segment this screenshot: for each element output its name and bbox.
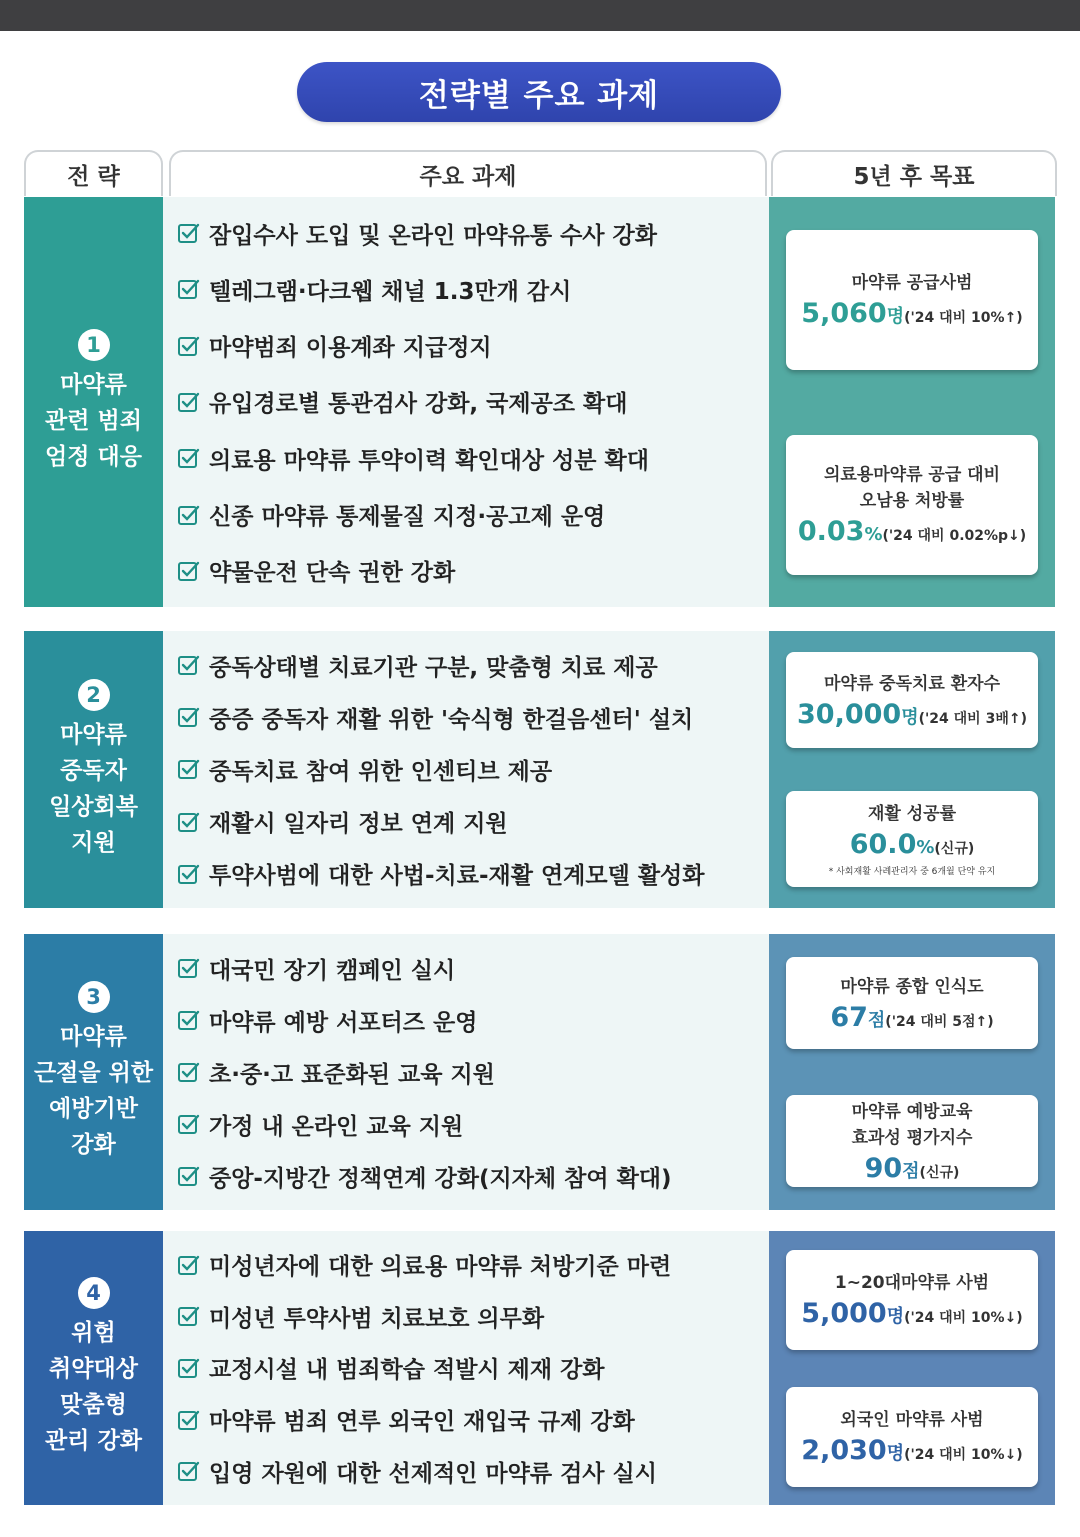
- goal-value: [830, 1002, 993, 1033]
- task-item: [163, 649, 767, 682]
- task-item: [163, 1455, 767, 1488]
- task-item: [163, 217, 767, 250]
- goal-label: 1~20대마약류 사범: [834, 1273, 990, 1293]
- checkbox-checked-icon: [177, 1459, 201, 1483]
- task-item: [163, 385, 767, 418]
- goal-value: [865, 1153, 960, 1184]
- checkbox-checked-icon: [177, 705, 201, 729]
- task-text: 입영 자원에 대한 선제적인 마약류 검사 실시: [209, 1460, 657, 1487]
- task-item: [163, 1108, 767, 1141]
- task-item: [163, 753, 767, 786]
- checkbox-checked-icon: [177, 1060, 201, 1084]
- strategy-label: [24, 1231, 163, 1505]
- goal-column: [769, 631, 1055, 908]
- goal-note: (신규): [934, 840, 975, 857]
- task-text: 약물운전 단속 권한 강화: [209, 560, 456, 587]
- checkbox-checked-icon: [177, 221, 201, 245]
- goal-card: [786, 791, 1038, 887]
- strategy-section: [24, 1231, 1055, 1505]
- checkbox-checked-icon: [177, 277, 201, 301]
- checkbox-checked-icon: [177, 1408, 201, 1432]
- task-text: 마약범죄 이용계좌 지급정지: [209, 335, 492, 362]
- goal-number: 30,000: [797, 698, 902, 730]
- task-item: [163, 701, 767, 734]
- task-text: 미성년 투약사범 치료보호 의무화: [209, 1305, 545, 1332]
- goal-unit: 명: [886, 1306, 905, 1327]
- task-text: 중앙-지방간 정책연계 강화(지자체 참여 확대): [209, 1165, 672, 1192]
- goal-unit: 점: [867, 1009, 886, 1031]
- task-list: [163, 631, 767, 908]
- goal-unit: %: [864, 524, 883, 545]
- goal-number: 5,060: [801, 298, 887, 329]
- goal-label: 마약류 중독치료 환자수: [823, 673, 1001, 694]
- checkbox-checked-icon: [177, 1253, 201, 1277]
- task-text: 마약류 예방 서포터즈 운영: [209, 1009, 478, 1036]
- checkbox-checked-icon: [177, 1356, 201, 1380]
- goal-number: 67: [830, 1001, 868, 1033]
- task-text: 교정시설 내 범죄학습 적발시 제재 강화: [209, 1357, 605, 1384]
- goal-unit: 명: [901, 706, 919, 728]
- goal-label: 재활 성공률: [867, 803, 957, 824]
- checkbox-checked-icon: [177, 757, 201, 781]
- strategy-label: [24, 631, 163, 908]
- strategy-label: [24, 934, 163, 1210]
- task-item: [163, 1056, 767, 1089]
- goal-note: (신규): [919, 1164, 960, 1181]
- checkbox-checked-icon: [177, 862, 201, 886]
- checkbox-checked-icon: [177, 390, 201, 414]
- checkbox-checked-icon: [177, 653, 201, 677]
- task-item: [163, 1403, 767, 1436]
- task-item: [163, 1351, 767, 1384]
- checkbox-checked-icon: [177, 559, 201, 583]
- goal-card: [786, 957, 1038, 1049]
- checkbox-checked-icon: [177, 503, 201, 527]
- goal-unit: %: [916, 836, 935, 858]
- goal-label: 마약류 공급사범: [851, 273, 973, 293]
- goal-value: [801, 298, 1022, 329]
- task-text: 대국민 장기 캠페인 실시: [209, 957, 456, 984]
- goal-note: ('24 대비 10%↓): [904, 1310, 1023, 1326]
- goal-value: [798, 516, 1026, 547]
- header-strategy: 전 략: [24, 150, 163, 196]
- goal-note: ('24 대비 0.02%p↓): [882, 528, 1027, 544]
- checkbox-checked-icon: [177, 956, 201, 980]
- page-title: 전략별 주요 과제: [297, 62, 781, 122]
- strategy-name: 마약류 근절을 위한 예방기반 강화: [33, 1024, 154, 1158]
- task-text: 재활시 일자리 정보 연계 지원: [209, 811, 508, 838]
- task-item: [163, 952, 767, 985]
- strategy-section: [24, 197, 1055, 607]
- strategy-label: [24, 197, 163, 607]
- task-item: [163, 498, 767, 531]
- strategy-number: 4: [78, 1277, 110, 1309]
- goal-number: 90: [864, 1152, 903, 1184]
- strategy-section: [24, 631, 1055, 908]
- goal-label: 마약류 예방교육 효과성 평가지수: [851, 1101, 973, 1148]
- goal-value: [801, 1435, 1022, 1466]
- task-item: [163, 273, 767, 306]
- goal-value: [801, 1298, 1022, 1329]
- goal-card: [786, 435, 1038, 575]
- status-bar: [0, 0, 1080, 31]
- goal-note: ('24 대비 10%↓): [904, 1447, 1023, 1463]
- goal-label: 의료용마약류 공급 대비 오남용 처방률: [823, 465, 1001, 511]
- goal-number: 2,030: [801, 1435, 887, 1466]
- task-item: [163, 1004, 767, 1037]
- strategy-number: 3: [78, 981, 110, 1013]
- goal-label: 마약류 종합 인식도: [840, 976, 984, 997]
- task-item: [163, 554, 767, 587]
- task-text: 중증 중독자 재활 위한 '숙식형 한걸음센터' 설치: [209, 706, 694, 733]
- goal-unit: 점: [902, 1160, 920, 1182]
- strategy-number: 2: [78, 679, 110, 711]
- goal-value: [797, 699, 1027, 730]
- task-item: [163, 805, 767, 838]
- goal-card: [786, 1387, 1038, 1487]
- goal-card: [786, 230, 1038, 370]
- task-list: [163, 197, 767, 607]
- task-item: [163, 1300, 767, 1333]
- goal-note: ('24 대비 10%↑): [904, 310, 1023, 326]
- goal-value: [850, 829, 975, 860]
- strategy-name: 마약류 중독자 일상회복 지원: [49, 721, 138, 856]
- goal-card: [786, 1250, 1038, 1350]
- strategy-name: 위험 취약대상 맞춤형 관리 강화: [45, 1320, 142, 1454]
- header-tasks: 주요 과제: [169, 150, 767, 196]
- strategy-section: [24, 934, 1055, 1210]
- goal-column: [769, 1231, 1055, 1505]
- task-item: [163, 442, 767, 475]
- task-list: [163, 1231, 767, 1505]
- task-item: [163, 857, 767, 890]
- goal-note: ('24 대비 3배↑): [918, 710, 1027, 727]
- task-text: 잠입수사 도입 및 온라인 마약유통 수사 강화: [209, 222, 657, 249]
- goal-footnote: * 사회재활 사례관리자 중 6개월 단약 유지: [828, 866, 996, 877]
- goal-number: 60.0: [849, 828, 917, 860]
- task-text: 투약사범에 대한 사법-치료-재활 연계모델 활성화: [209, 863, 705, 890]
- checkbox-checked-icon: [177, 1304, 201, 1328]
- task-text: 신종 마약류 통제물질 지정·공고제 운영: [209, 504, 606, 531]
- goal-number: 0.03: [797, 516, 865, 547]
- goal-card: [786, 652, 1038, 748]
- goal-label: 외국인 마약류 사범: [840, 1410, 984, 1430]
- task-text: 의료용 마약류 투약이력 확인대상 성분 확대: [209, 447, 649, 474]
- task-text: 유입경로별 통관검사 강화, 국제공조 확대: [209, 391, 628, 418]
- goal-column: [769, 197, 1055, 607]
- strategy-name: 마약류 관련 범죄 엄정 대응: [45, 372, 142, 470]
- checkbox-checked-icon: [177, 334, 201, 358]
- task-list: [163, 934, 767, 1210]
- goal-card: [786, 1095, 1038, 1187]
- checkbox-checked-icon: [177, 1008, 201, 1032]
- checkbox-checked-icon: [177, 810, 201, 834]
- task-item: [163, 329, 767, 362]
- goal-number: 5,000: [801, 1298, 887, 1329]
- task-text: 미성년자에 대한 의료용 마약류 처방기준 마련: [209, 1254, 672, 1281]
- strategy-number: 1: [78, 329, 110, 361]
- task-text: 가정 내 온라인 교육 지원: [209, 1113, 464, 1140]
- task-text: 중독치료 참여 위한 인센티브 제공: [209, 758, 553, 785]
- task-item: [163, 1160, 767, 1193]
- task-text: 중독상태별 치료기관 구분, 맞춤형 치료 제공: [209, 654, 658, 681]
- checkbox-checked-icon: [177, 446, 201, 470]
- checkbox-checked-icon: [177, 1112, 201, 1136]
- goal-unit: 명: [886, 1443, 905, 1464]
- header-goals: 5년 후 목표: [771, 150, 1057, 196]
- goal-unit: 명: [886, 306, 905, 327]
- task-text: 텔레그램·다크웹 채널 1.3만개 감시: [209, 278, 572, 305]
- task-text: 초·중·고 표준화된 교육 지원: [209, 1061, 495, 1088]
- checkbox-checked-icon: [177, 1164, 201, 1188]
- task-text: 마약류 범죄 연루 외국인 재입국 규제 강화: [209, 1409, 635, 1436]
- goal-column: [769, 934, 1055, 1210]
- task-item: [163, 1248, 767, 1281]
- goal-note: ('24 대비 5점↑): [885, 1013, 994, 1030]
